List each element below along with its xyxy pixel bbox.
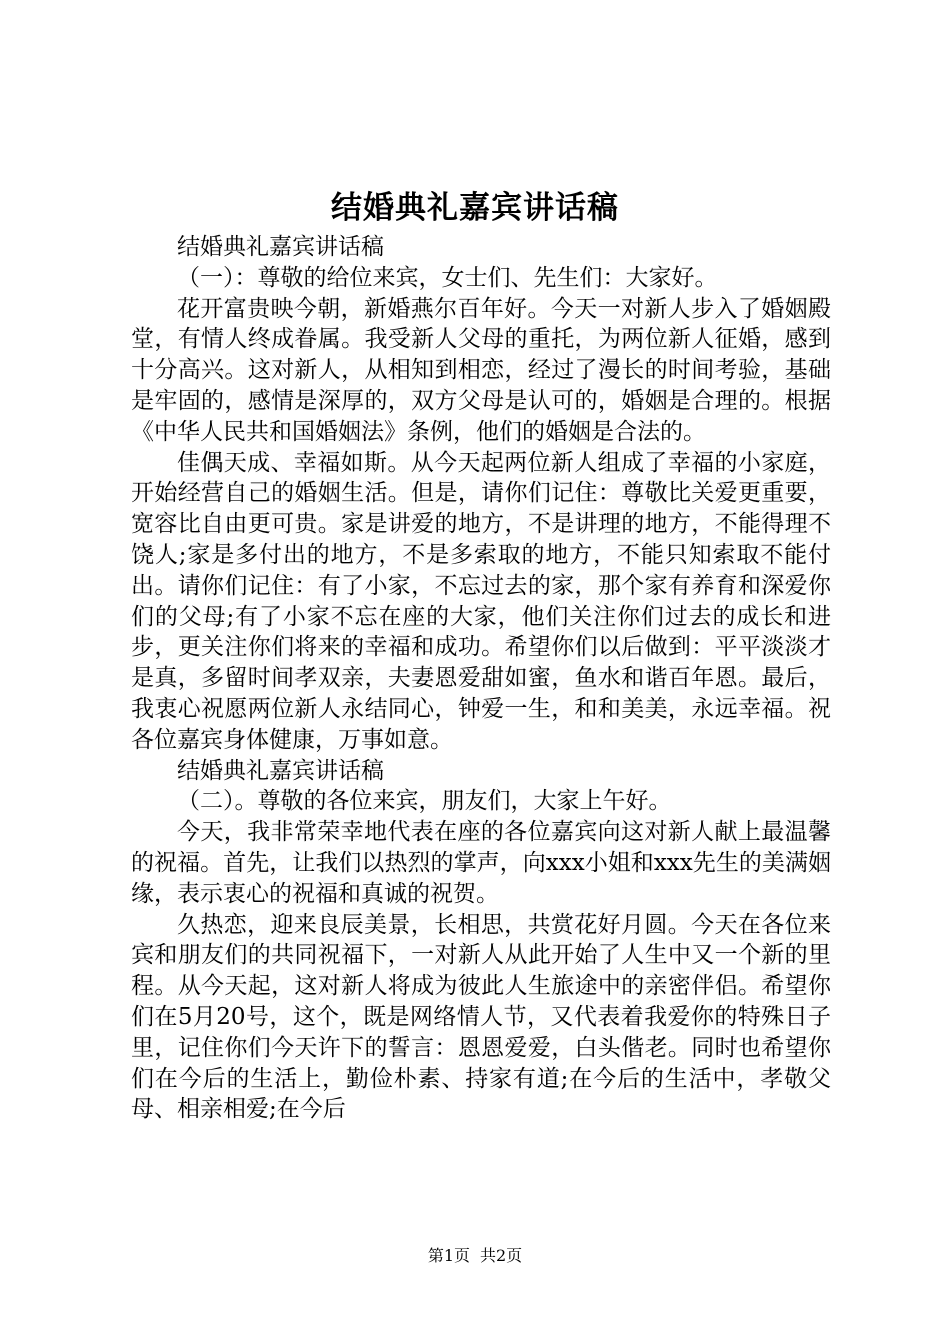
paragraph-subtitle-1: 结婚典礼嘉宾讲话稿 [177,234,384,260]
paragraph: 今天，我非常荣幸地代表在座的各位嘉宾向这对新人献上最温馨的祝福。首先，让我们以热烈的掌声，向xxx小姐和xxx先生的美满姻缘，表示衷心的祝福和真诚的祝贺。 [131,819,831,907]
page-total: 共2页 [480,1246,523,1265]
paragraph: 久热恋，迎来良辰美景，长相思，共赏花好月圆。今天在各位来宾和朋友们的共同祝福下，一对新人从此开始了人生中又一个新的里程。从今天起，这对新人将成为彼此人生旅途中的亲密伴侣。希望你们在5月20号，这个，既是网络情人节，又代表着我爱你的特殊日子里，记住你们今天许下的誓言：恩恩爱爱，白头偕老。同时也希望你们在今后的生活上，勤俭朴素、持家有道;在今后的生活中，孝敬父母、相亲相爱;在今后 [131,911,831,1123]
page-number: 第1页 [427,1246,470,1265]
paragraph-subtitle-2: 结婚典礼嘉宾讲话稿 [177,757,384,784]
paragraph-greeting-2: （二）。尊敬的各位来宾，朋友们，大家上午好。 [177,788,672,815]
paragraph: 花开富贵映今朝，新婚燕尔百年好。今天一对新人步入了婚姻殿堂，有情人终成眷属。我受新人父母的重托，为两位新人征婚，感到十分高兴。这对新人，从相知到相恋，经过了漫长的时间考验，基础是牢固的，感情是深厚的，双方父母是认可的，婚姻是合理的。根据《中华人民共和国婚姻法》条例，他们的婚姻是合法的。 [131,295,831,445]
document-title: 结婚典礼嘉宾讲话稿 [331,190,619,226]
paragraph: 佳偶天成、幸福如斯。从今天起两位新人组成了幸福的小家庭，开始经营自己的婚姻生活。但是，请你们记住：尊敬比关爱更重要，宽容比自由更可贵。家是讲爱的地方，不是讲理的地方，不能得理不饶人;家是多付出的地方，不是多索取的地方，不能只知索取不能付出。请你们记住：有了小家，不忘过去的家，那个家有养育和深爱你们的父母;有了小家不忘在座的大家，他们关注你们过去的成长和进步，更关注你们将来的幸福和成功。希望你们以后做到：平平淡淡才是真，多留时间孝双亲，夫妻恩爱甜如蜜，鱼水和谐百年恩。最后，我衷心祝愿两位新人永结同心，钟爱一生，和和美美，永远幸福。祝各位嘉宾身体健康，万事如意。 [131,449,831,753]
paragraph-greeting-1: （一）：尊敬的给位来宾，女士们、先生们：大家好。 [177,264,718,291]
document-body [131,232,831,1125]
page-footer [0,1244,950,1268]
